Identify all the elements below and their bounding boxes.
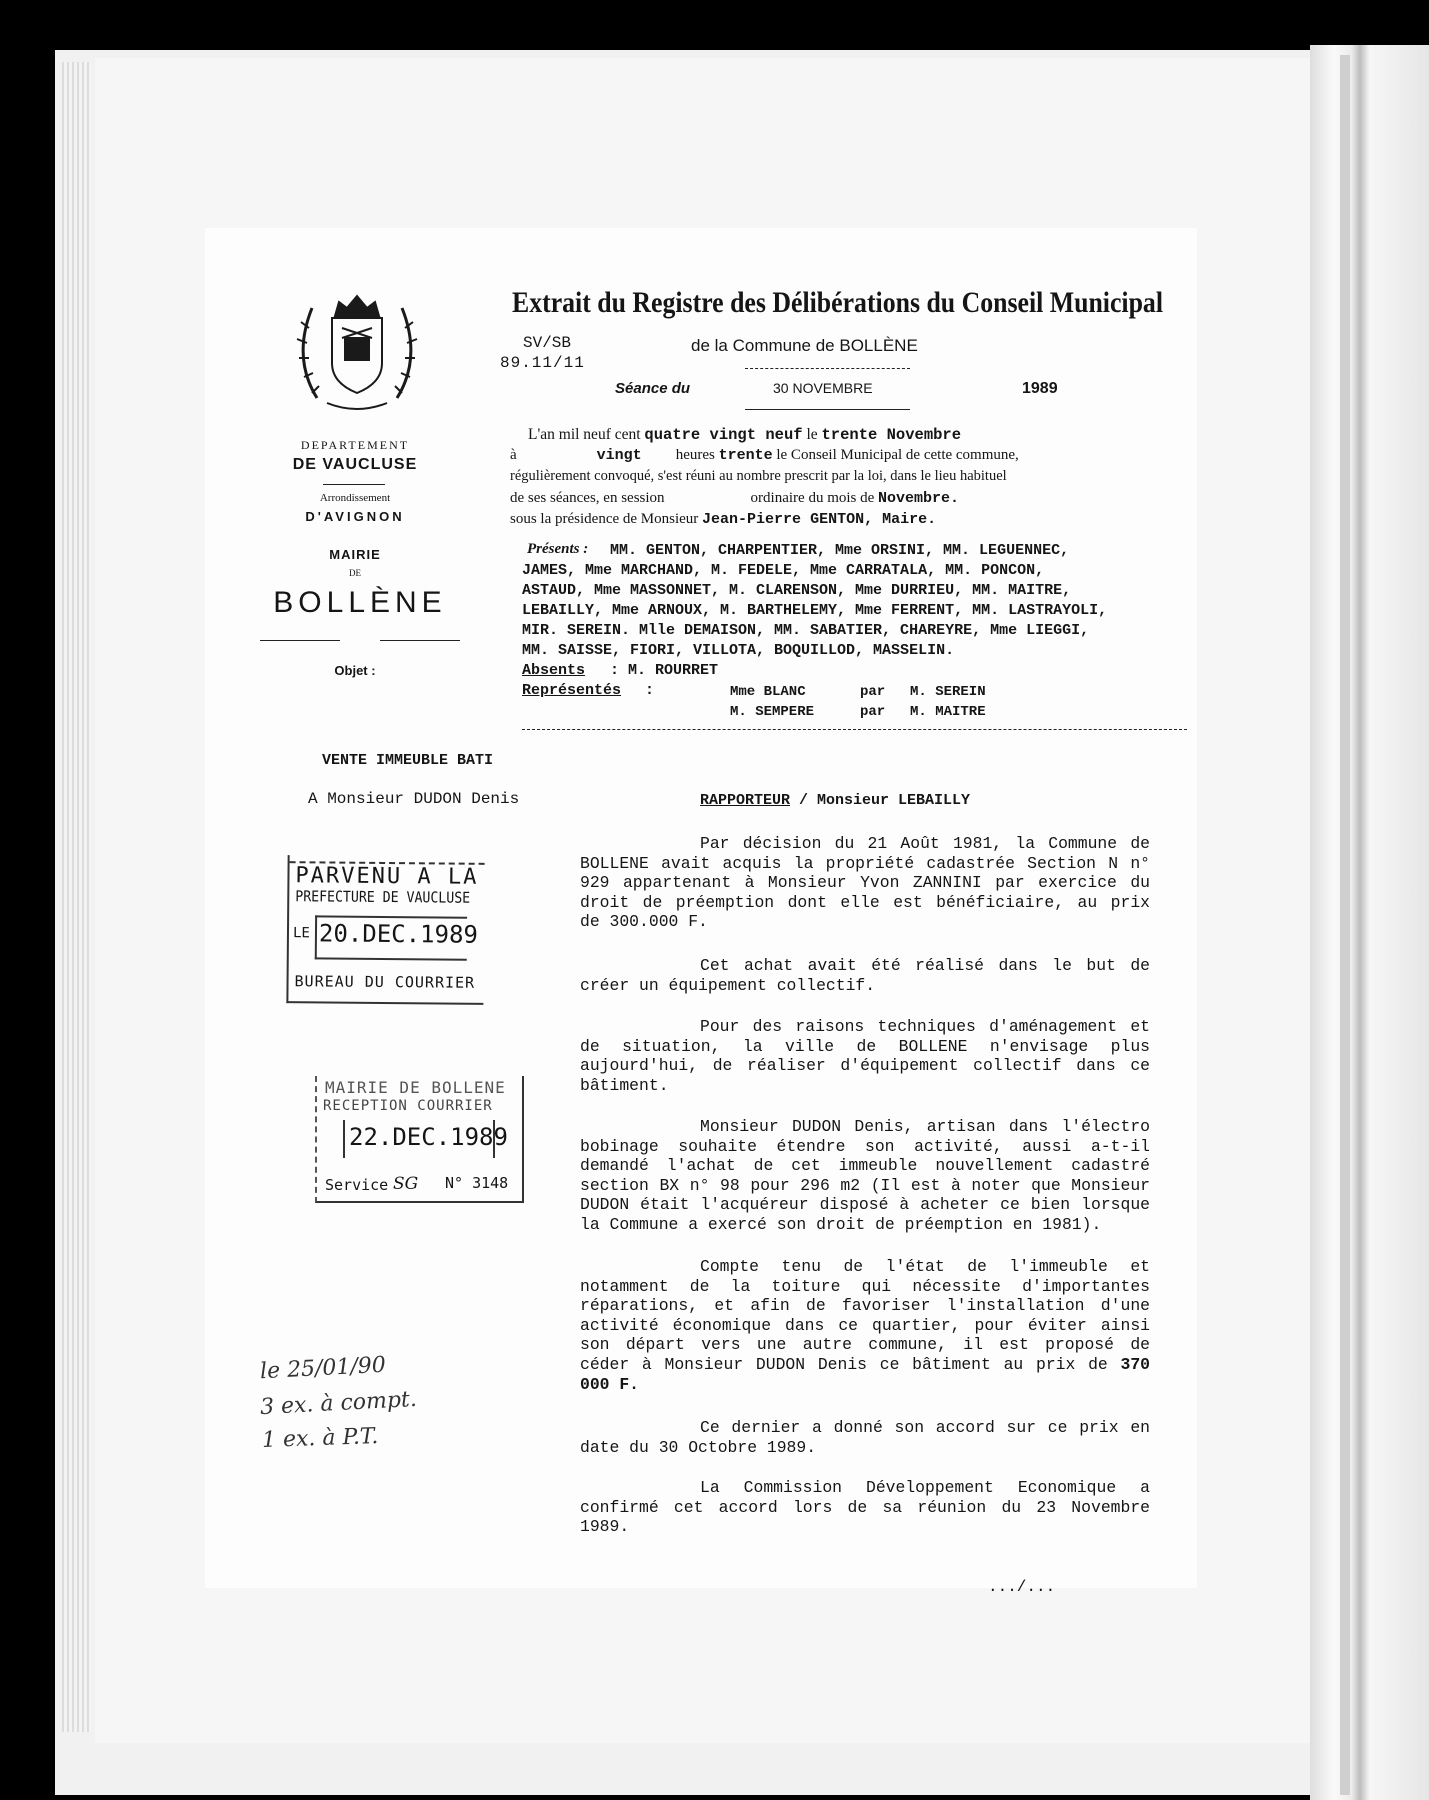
paragraph-7: La Commission Développement Economique a confirmé cet accord lors de sa réunion du 23 Novembre 1989. (580, 1478, 1150, 1537)
commune-label: de la Commune de BOLLÈNE (691, 336, 918, 355)
rapporteur-label: RAPPORTEUR (700, 792, 791, 809)
representation-proxy: M. SEREIN (910, 684, 986, 700)
representation-proxy: M. MAITRE (910, 704, 986, 720)
seance-label: Séance du (615, 380, 691, 397)
sale-price: 370 000 F. (580, 1354, 1151, 1394)
separator (380, 640, 460, 641)
stamp-date: 20.DEC.1989 (318, 919, 479, 949)
preamble-fill: quatre vingt neuf (644, 426, 803, 444)
preamble-line-4 (510, 490, 959, 507)
preamble-text: le (806, 426, 818, 443)
objet-label: Objet : (334, 663, 376, 678)
representation-member: M. SEMPERE (730, 704, 815, 720)
document-title: Extrait du Registre des Délibérations du Conseil Municipal (512, 286, 1164, 319)
continuation-mark: .../... (988, 1578, 1056, 1596)
preamble-text: sous la présidence de Monsieur (510, 511, 699, 527)
stamp-date: 22.DEC.1989 (349, 1123, 508, 1151)
page-edges (62, 62, 92, 1732)
reference-number: 89.11/11 (500, 354, 585, 372)
handwritten-note: 1 ex. à P.T. (261, 1423, 379, 1454)
presents-line: MIR. SEREIN. Mlle DEMAISON, MM. SABATIER, CHAREYRE, Mme LIEGGI, (522, 622, 1090, 639)
separator (745, 368, 910, 369)
rapporteur (700, 792, 970, 809)
paragraph-5-text: Compte tenu de l'état de l'immeuble et notamment de la toiture qui nécessite d'importantes réparations, et afin de favoriser l'installation d'une activité économique dans ce quartier, pour éviter ainsi son départ vers une autre commune, il est proposé de céder à Monsieur DUDON Denis ce bâtiment au prix de (580, 1257, 1150, 1374)
presents-line: MM. SAISSE, FIORI, VILLOTA, BOQUILLOD, MASSELIN. (522, 642, 955, 659)
preamble-text: L'an mil neuf cent (528, 426, 641, 443)
objet-line-1: VENTE IMMEUBLE BATI (322, 752, 494, 769)
paragraph-1: Par décision du 21 Août 1981, la Commune de BOLLENE avait acquis la propriété cadastrée Section N n° 929 appartenant à Monsieur Yvon ZANNINI par exercice du droit de préemption dont elle est bénéficiaire, au prix de 300.000 F. (580, 834, 1150, 932)
seance-year: 1989 (1022, 380, 1058, 397)
separator (260, 640, 340, 641)
preamble-text: heures (675, 447, 715, 463)
paragraph-6: Ce dernier a donné son accord sur ce prix en date du 30 Octobre 1989. (580, 1418, 1150, 1457)
paragraph-5 (580, 1257, 1150, 1394)
preamble-text: ordinaire du mois de (750, 490, 875, 506)
rapporteur-name: / Monsieur LEBAILLY (799, 792, 971, 809)
binder-spine (1310, 45, 1429, 1800)
preamble-line-5 (510, 511, 936, 528)
prefecture-stamp (286, 855, 487, 1007)
coat-of-arms-icon (287, 288, 427, 418)
de-label: DE (349, 568, 361, 578)
arrondissement-label: Arrondissement (319, 492, 391, 504)
stamp-service-label: Service (325, 1176, 389, 1194)
mairie-reception-stamp (315, 1076, 525, 1206)
presents-line: JAMES, Mme MARCHAND, M. FEDELE, Mme CARRATALA, MM. PONCON, (522, 562, 1045, 579)
preamble-line-1 (528, 426, 961, 444)
handwritten-note: le 25/01/90 (259, 1352, 387, 1385)
binder-spine-fold (1340, 55, 1350, 1795)
deliberation-sheet (205, 228, 1197, 1596)
handwritten-note: 3 ex. à compt. (259, 1386, 418, 1421)
departement-label: DEPARTEMENT (300, 438, 410, 452)
avignon-label: D'AVIGNON (305, 509, 405, 524)
preamble-fill: trente (718, 447, 773, 464)
absents-label: Absents (522, 662, 586, 679)
stamp-number: N° 3148 (445, 1174, 509, 1192)
stamp-line: RECEPTION COURRIER (323, 1098, 493, 1114)
absents-value: : M. ROURRET (610, 662, 719, 679)
vaucluse-label: DE VAUCLUSE (292, 456, 418, 473)
representation-member: Mme BLANC (730, 684, 806, 700)
preamble-line-2 (510, 447, 1019, 464)
preamble-text: de ses séances, en session (510, 490, 665, 506)
presents-line: MM. GENTON, CHARPENTIER, Mme ORSINI, MM. LEGUENNEC, (610, 542, 1070, 559)
stamp-line: BUREAU DU COURRIER (294, 972, 476, 992)
preamble-text: à (510, 447, 517, 463)
representation-par: par (860, 684, 886, 700)
preamble-text: le Conseil Municipal de cette commune, (776, 447, 1019, 463)
preamble-fill: Novembre. (878, 490, 960, 507)
bollene-title: BOLLÈNE (273, 586, 447, 619)
separator (522, 729, 1187, 730)
presents-line: ASTAUD, Mme MASSONNET, M. CLARENSON, Mme DURRIEU, MM. MAITRE, (522, 582, 1072, 599)
paragraph-4: Monsieur DUDON Denis, artisan dans l'électro bobinage souhaite étendre son activité, aussi a-t-il demandé l'achat de cet immeuble nouvellement cadastré section BX n° 98 pour 296 m2 (Il est à noter que Monsieur DUDON était l'acquéreur disposé à acheter ce bien lorsque la Commune a exercé son droit de préemption en 1981). (580, 1117, 1150, 1234)
stamp-service-value: SG (393, 1174, 419, 1194)
preamble-fill: vingt (596, 447, 642, 464)
preamble-fill: trente Novembre (821, 426, 962, 444)
presents-line: LEBAILLY, Mme ARNOUX, M. BARTHELEMY, Mme FERRENT, MM. LASTRAYOLI, (522, 602, 1108, 619)
separator (323, 484, 385, 485)
paragraph-2: Cet achat avait été réalisé dans le but de créer un équipement collectif. (580, 956, 1150, 995)
separator (745, 409, 910, 410)
objet-line-2: A Monsieur DUDON Denis (308, 790, 520, 808)
stamp-line: MAIRIE DE BOLLENE (325, 1078, 506, 1097)
paragraph-3: Pour des raisons techniques d'aménagement et de situation, la ville de BOLLENE n'envisage plus aujourd'hui, de réaliser d'équipement collectif dans ce bâtiment. (580, 1017, 1150, 1095)
presents-label: Présents : (527, 541, 589, 557)
stamp-line: PREFECTURE DE VAUCLUSE (295, 887, 471, 907)
stamp-line: PARVENU A LA (295, 863, 479, 890)
reference-initials: SV/SB (523, 334, 572, 352)
seance-date: 30 NOVEMBRE (773, 380, 873, 396)
preamble-fill: Jean-Pierre GENTON, Maire. (702, 511, 937, 528)
stamp-le: LE (292, 925, 310, 942)
preamble-line-3: régulièrement convoqué, s'est réuni au nombre prescrit par la loi, dans le lieu habituel (510, 468, 1007, 484)
representes-colon: : (645, 682, 655, 699)
representation-par: par (860, 704, 886, 720)
mairie-label: MAIRIE (329, 547, 381, 562)
representes-label: Représentés (522, 682, 622, 699)
